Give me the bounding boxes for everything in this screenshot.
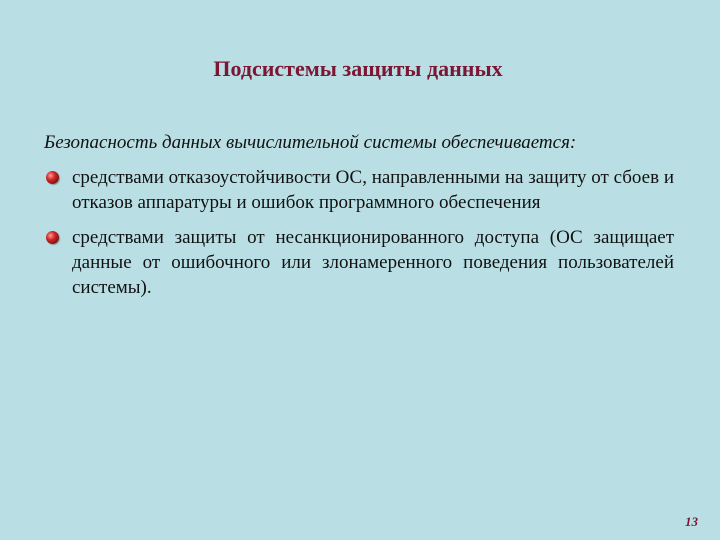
bullet-item xyxy=(44,225,674,300)
bullet-list xyxy=(44,165,674,300)
red-sphere-bullet-icon xyxy=(46,171,59,184)
red-sphere-bullet-icon xyxy=(46,231,59,244)
bullet-text: средствами защиты от несанкционированного доступа (ОС защищает данные от ошибочного или злонамеренного поведения пользователей системы). xyxy=(72,227,674,298)
slide-title: Подсистемы защиты данных xyxy=(213,56,503,81)
bullet-item xyxy=(44,165,674,215)
slide-content xyxy=(44,130,674,310)
bullet-text: средствами отказоустойчивости ОС, направленными на защиту от сбоев и отказов аппаратуры и ошибок программного обеспечения xyxy=(72,167,674,213)
page-number: 13 xyxy=(685,514,698,529)
intro-text: Безопасность данных вычислительной системы обеспечивается: xyxy=(44,132,577,153)
